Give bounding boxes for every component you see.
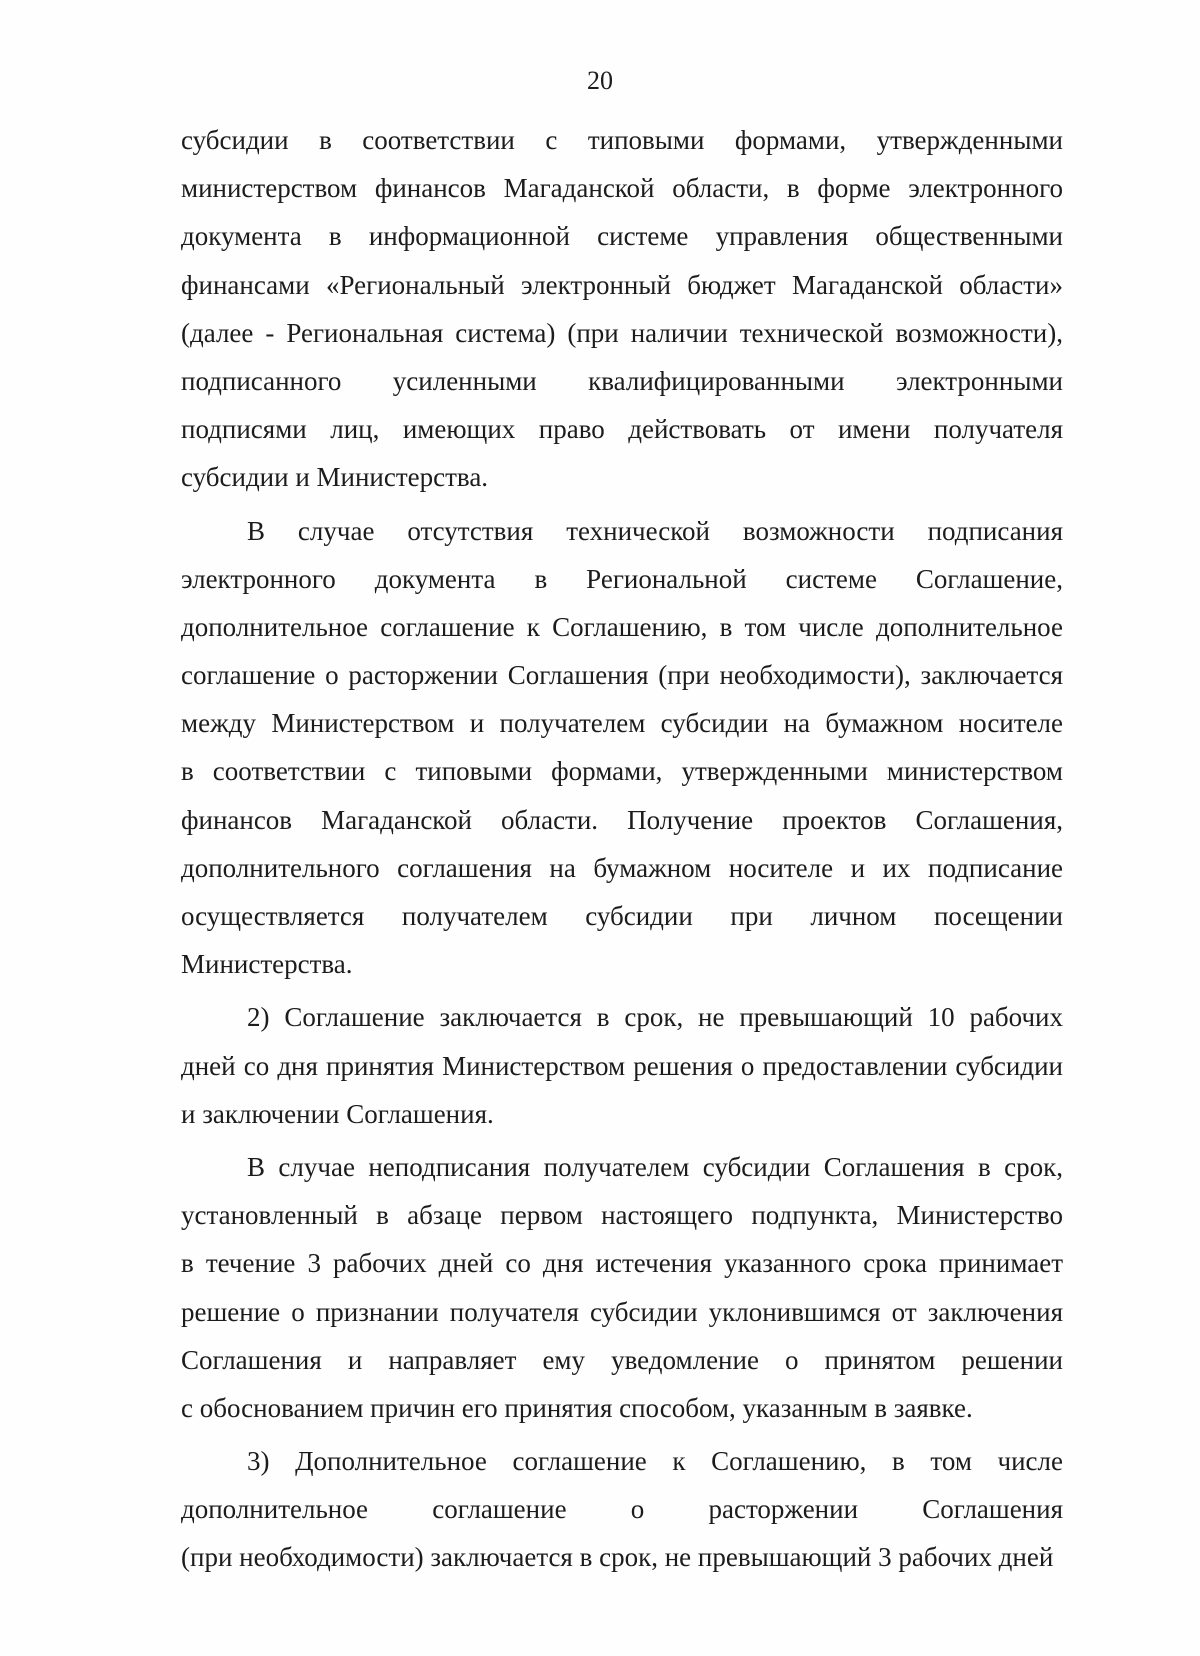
paragraph bbox=[181, 1437, 1063, 1582]
text-line: подписями лиц, имеющих право действовать от имени получателя bbox=[181, 414, 1063, 445]
text-line: дней со дня принятия Министерством решения о предоставлении субсидии bbox=[181, 1050, 1063, 1081]
text-line: субсидии в соответствии с типовыми формами, утвержденными bbox=[181, 125, 1063, 155]
text-line: соглашение о расторжении Соглашения (при необходимости), заключается bbox=[181, 660, 1063, 691]
text-line: в соответствии с типовыми формами, утвержденными министерством bbox=[181, 756, 1063, 787]
text-line: и заключении Соглашения. bbox=[181, 1098, 494, 1129]
paragraph bbox=[181, 1143, 1063, 1432]
text-line: между Министерством и получателем субсидии на бумажном носителе bbox=[181, 708, 1063, 739]
text-line: финансами «Региональный электронный бюджет Магаданской области» bbox=[181, 269, 1063, 300]
text-line: решение о признании получателя субсидии уклонившимся от заключения bbox=[181, 1296, 1063, 1327]
document-body bbox=[181, 116, 1063, 1582]
paragraph bbox=[181, 993, 1063, 1138]
text-line: дополнительное соглашение о расторжении Соглашения bbox=[181, 1494, 1063, 1525]
text-line: с обоснованием причин его принятия способом, указанным в заявке. bbox=[181, 1392, 973, 1423]
paragraph bbox=[181, 116, 1063, 502]
text-line: В случае отсутствия технической возможности подписания bbox=[247, 515, 1063, 546]
text-line: дополнительное соглашение к Соглашению, в том числе дополнительное bbox=[181, 611, 1063, 642]
text-line: электронного документа в Региональной системе Соглашение, bbox=[181, 563, 1063, 594]
text-line: в течение 3 рабочих дней со дня истечения указанного срока принимает bbox=[181, 1248, 1063, 1279]
text-line: осуществляется получателем субсидии при личном посещении bbox=[181, 901, 1063, 931]
text-line: документа в информационной системе управления общественными bbox=[181, 221, 1063, 252]
text-line: подписанного усиленными квалифицированными электронными bbox=[181, 365, 1063, 396]
text-line: В случае неподписания получателем субсидии Соглашения в срок, bbox=[247, 1151, 1063, 1182]
text-line: (далее - Региональная система) (при наличии технической возможности), bbox=[181, 317, 1063, 348]
text-line: 3) Дополнительное соглашение к Соглашению, в том числе bbox=[247, 1446, 1063, 1477]
text-line: субсидии и Министерства. bbox=[181, 462, 489, 493]
text-line: министерством финансов Магаданской области, в форме электронного bbox=[181, 173, 1063, 204]
text-line: дополнительного соглашения на бумажном носителе и их подписание bbox=[181, 852, 1063, 883]
page-number: 20 bbox=[587, 66, 613, 95]
text-line: 2) Соглашение заключается в срок, не превышающий 10 рабочих bbox=[247, 1002, 1063, 1033]
text-line: установленный в абзаце первом настоящего подпункта, Министерство bbox=[181, 1200, 1063, 1231]
text-line: финансов Магаданской области. Получение проектов Соглашения, bbox=[181, 804, 1063, 835]
text-line: Соглашения и направляет ему уведомление о принятом решении bbox=[181, 1344, 1063, 1375]
text-line: Министерства. bbox=[181, 949, 353, 980]
text-line: (при необходимости) заключается в срок, не превышающий 3 рабочих дней bbox=[181, 1542, 1054, 1573]
paragraph bbox=[181, 507, 1063, 989]
